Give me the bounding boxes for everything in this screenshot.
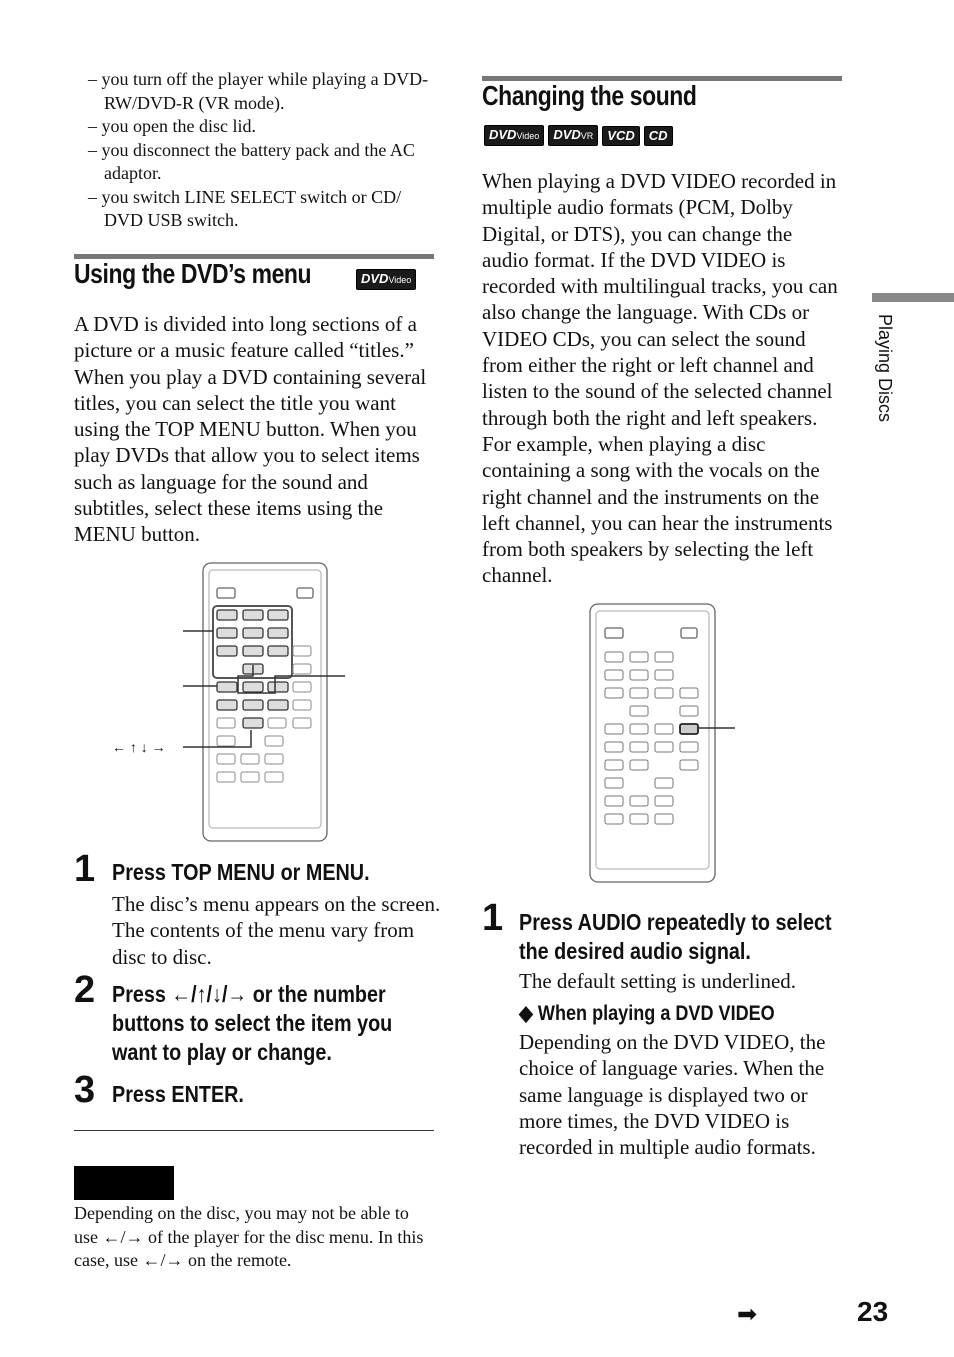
- cd-badge: CD: [644, 126, 673, 146]
- page-number: 23: [857, 1296, 889, 1327]
- heading-text: Using the DVD’s menu: [74, 258, 312, 289]
- step-2-number: 2: [74, 969, 96, 1011]
- arrow-keys-label: ← ↑ ↓ →: [112, 739, 166, 755]
- note-body: Depending on the disc, you may not be able to use ←/→ of the player for the disc menu. In this case, use ←/→ on the remote.: [74, 1203, 424, 1270]
- side-tab-bar: [872, 293, 954, 302]
- step-2-title-line-3: want to play or change.: [112, 1039, 332, 1065]
- step-1-body: The default setting is underlined.: [519, 969, 797, 993]
- step-3-title: Press ENTER.: [112, 1081, 244, 1107]
- step-1-body: The disc’s menu appears on the screen. The contents of the menu vary from disc to disc.: [112, 892, 441, 969]
- step-1-title-line-2: the desired audio signal.: [519, 938, 751, 964]
- bullet-list: [88, 68, 438, 233]
- continue-arrow-icon: ➡: [737, 1302, 758, 1328]
- bullet-item: – you turn off the player while playing a DVD-RW/DVD-R (VR mode).: [88, 69, 429, 113]
- note-divider: [74, 1130, 434, 1131]
- dvd-video-body: Depending on the DVD VIDEO, the choice of language varies. When the same language is displayed two or more times, the DVD VIDEO is recorded in multiple audio formats.: [519, 1030, 826, 1160]
- bullet-item: – you switch LINE SELECT switch or CD/ DVD USB switch.: [88, 186, 402, 230]
- note-label-box: [74, 1166, 174, 1200]
- step-1-number: 1: [482, 897, 504, 939]
- bullet-item: – you disconnect the battery pack and the AC adaptor.: [88, 139, 415, 183]
- remote-control-illustration: [585, 600, 745, 885]
- dvd-menu-intro: A DVD is divided into long sections of a picture or a music feature called “titles.” When you play a DVD containing several titles, you can select the title you want using the TOP MENU button. When you play DVDs that allow you to select items such as language for the sound and subtitles, select these items using the MENU button.: [74, 312, 427, 547]
- step-1-title: Press TOP MENU or MENU.: [112, 859, 370, 885]
- step-3-number: 3: [74, 1069, 96, 1111]
- dvd-video-badge: DVDVideo: [484, 125, 544, 146]
- step-2-title-line-2: buttons to select the item you: [112, 1010, 393, 1036]
- step-1-title-line-1: Press AUDIO repeatedly to select: [519, 909, 832, 935]
- vcd-badge: VCD: [602, 126, 639, 146]
- section-heading-dvd-menu: [74, 258, 444, 290]
- dvd-video-badge: DVDVideo: [356, 269, 416, 290]
- sub-heading-dvd-video: ◆ When playing a DVD VIDEO: [519, 1002, 775, 1025]
- side-tab-label: Playing Discs: [875, 314, 895, 423]
- remote-control-illustration: [110, 558, 350, 848]
- bullet-item: – you open the disc lid.: [88, 116, 256, 136]
- step-2-title-line-1: Press ←/↑/↓/→ or the number: [112, 981, 386, 1007]
- step-1-number: 1: [74, 848, 96, 890]
- disc-type-badges: [484, 125, 673, 146]
- section-heading-changing-sound: Changing the sound: [482, 80, 697, 111]
- changing-sound-intro: When playing a DVD VIDEO recorded in multiple audio formats (PCM, Dolby Digital, or DTS), you can change the audio format. If the DVD VIDEO is recorded with multilingual tracks, you can also change the language. With CDs or VIDEO CDs, you can select the sound from either the right or left channel and listen to the sound of the selected channel through both the right and left speakers. For example, when playing a disc containing a song with the vocals on the right channel and the instruments on the left channel, you can hear the instruments from both speakers by selecting the left channel.: [482, 169, 838, 588]
- dvd-vr-badge: DVDVR: [548, 125, 598, 146]
